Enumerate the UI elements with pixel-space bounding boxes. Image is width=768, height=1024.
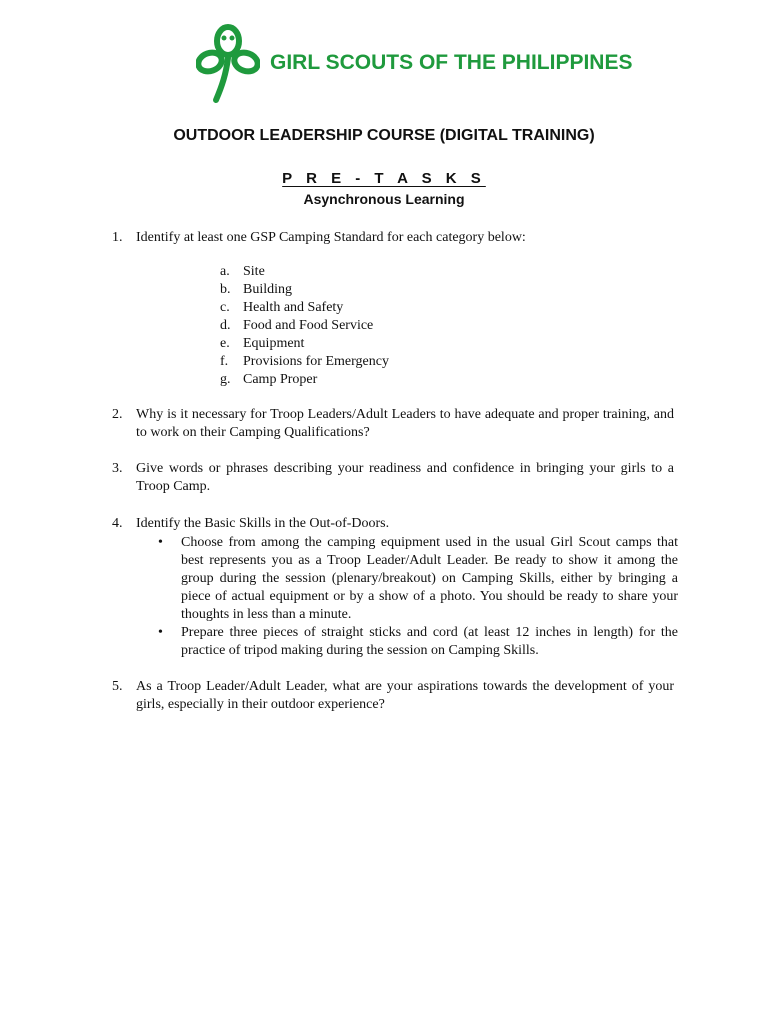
trefoil-logo-icon xyxy=(196,24,260,104)
organization-name: GIRL SCOUTS OF THE PHILIPPINES xyxy=(270,51,633,74)
bullet-symbol: • xyxy=(158,535,163,550)
category-letter: d. xyxy=(220,318,231,333)
category-letter: c. xyxy=(220,300,230,315)
section-title-text: P R E - T A S K S xyxy=(282,170,486,187)
section-subtitle: Asynchronous Learning xyxy=(303,191,465,207)
question-number: 4. xyxy=(112,516,123,531)
category-letter: g. xyxy=(220,372,231,387)
question-number: 3. xyxy=(112,461,123,476)
question-2 xyxy=(112,406,674,442)
section-title xyxy=(0,170,768,187)
category-letter: a. xyxy=(220,264,230,279)
question-text: Why is it necessary for Troop Leaders/Adult Leaders to have adequate and proper training, and to work on their Camping Qualifications? xyxy=(136,407,674,440)
bullet-text: Prepare three pieces of straight sticks and cord (at least 12 inches in length) for the practice of tripod making during the session on Camping Skills. xyxy=(181,625,678,658)
category-label: Health and Safety xyxy=(243,300,344,315)
course-title: OUTDOOR LEADERSHIP COURSE (DIGITAL TRAINING) xyxy=(173,127,595,144)
category-letter: b. xyxy=(220,282,231,297)
bullet-text: Choose from among the camping equipment used in the usual Girl Scout camps that best represents you as a Troop Leader/Adult Leader. Be ready to show it among the group during the session (plenary/breakout) on Camping Skills, either by bringing a piece of actual equipment or by a show of a photo. You should be ready to share your thoughts in less than a minute. xyxy=(181,535,678,622)
category-label: Provisions for Emergency xyxy=(243,354,389,369)
category-label: Equipment xyxy=(243,336,305,351)
category-letter: e. xyxy=(220,336,230,351)
question-text: Give words or phrases describing your readiness and confidence in bringing your girls to a Troop Camp. xyxy=(136,461,674,494)
category-label: Site xyxy=(243,264,265,279)
category-label: Camp Proper xyxy=(243,372,318,387)
question-text: As a Troop Leader/Adult Leader, what are your aspirations towards the development of your girls, especially in their outdoor experience? xyxy=(136,679,674,712)
question-4 xyxy=(112,515,674,533)
question-number: 2. xyxy=(112,407,123,422)
question-3 xyxy=(112,460,674,496)
question-5 xyxy=(112,678,674,714)
question-text: Identify at least one GSP Camping Standard for each category below: xyxy=(136,230,526,245)
bullet-list xyxy=(156,534,678,660)
question-text: Identify the Basic Skills in the Out-of-Doors. xyxy=(136,516,390,531)
category-letter: f. xyxy=(220,354,229,369)
category-label: Building xyxy=(243,282,293,297)
bullet-item xyxy=(156,534,678,624)
header xyxy=(196,24,636,104)
bullet-symbol: • xyxy=(158,625,163,640)
question-1 xyxy=(112,229,674,247)
question-number: 1. xyxy=(112,230,123,245)
category-label: Food and Food Service xyxy=(243,318,374,333)
question-number: 5. xyxy=(112,679,123,694)
bullet-item xyxy=(156,624,678,660)
